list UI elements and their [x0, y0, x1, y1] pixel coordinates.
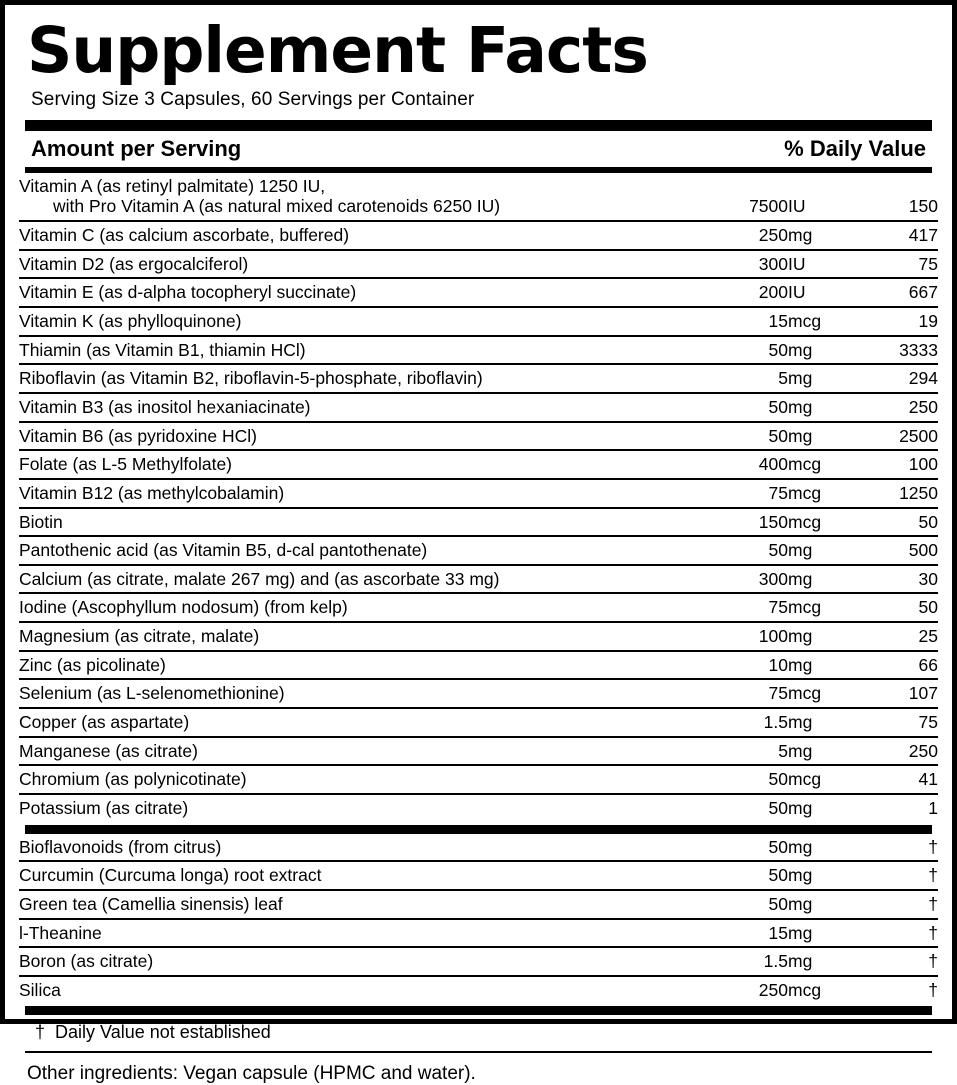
table-row [19, 508, 938, 537]
ingredient-unit: mcg [788, 979, 822, 1000]
amount-per-serving-header: Amount per Serving [31, 135, 242, 161]
ingredient-name: Bioflavonoids (from citrus) [19, 834, 696, 862]
ingredient-daily-value: 500 [842, 536, 938, 565]
ingredient-name: l-Theanine [19, 919, 696, 948]
table-row [19, 890, 938, 919]
ingredient-amount: 7500 [696, 173, 788, 221]
ingredient-unit: mg [788, 797, 813, 818]
ingredient-unit: mcg [788, 765, 842, 794]
ingredient-amount: 50 [696, 422, 788, 451]
ingredient-unit: mcg [788, 593, 842, 622]
ingredient-unit: mg [788, 890, 842, 919]
ingredient-amount: 50 [696, 393, 788, 422]
ingredient-unit: mg [788, 393, 842, 422]
footnote-text: Daily Value not established [55, 1022, 271, 1043]
table-row [19, 278, 938, 307]
ingredient-unit: mg [788, 221, 842, 250]
ingredient-daily-value: 50 [842, 508, 938, 537]
ingredient-amount: 75 [696, 479, 788, 508]
ingredient-daily-value: † [842, 834, 938, 862]
ingredient-name: Boron (as citrate) [19, 947, 696, 976]
ingredient-daily-value: 50 [842, 593, 938, 622]
ingredient-daily-value: 107 [842, 679, 938, 708]
ingredient-name: Manganese (as citrate) [19, 737, 696, 766]
ingredient-unit: mg [788, 708, 842, 737]
ingredient-unit: mg [788, 622, 842, 651]
ingredient-daily-value: 250 [842, 737, 938, 766]
table-row [19, 794, 938, 822]
table-row [19, 479, 938, 508]
ingredient-unit: mg [788, 336, 842, 365]
ingredient-name: Vitamin B12 (as methylcobalamin) [19, 479, 696, 508]
ingredient-name: Copper (as aspartate) [19, 708, 696, 737]
ingredient-daily-value: † [842, 919, 938, 948]
ingredient-unit: mcg [788, 679, 842, 708]
ingredient-daily-value: 30 [842, 565, 938, 594]
ingredient-amount: 15 [696, 919, 788, 948]
ingredient-amount: 250 [758, 979, 788, 1000]
ingredient-daily-value: 41 [842, 765, 938, 794]
ingredient-unit: mg [788, 536, 842, 565]
ingredient-name: Curcumin (Curcuma longa) root extract [19, 861, 696, 890]
table-row [19, 364, 938, 393]
ingredient-amount: 150 [696, 508, 788, 537]
table-row [19, 861, 938, 890]
ingredient-amount: 50 [696, 834, 788, 862]
divider-thick-middle [25, 825, 932, 834]
table-row [19, 919, 938, 948]
ingredient-unit: mcg [788, 508, 842, 537]
ingredient-amount: 50 [696, 890, 788, 919]
ingredient-name: Vitamin B3 (as inositol hexaniacinate) [19, 393, 696, 422]
table-row [19, 422, 938, 451]
page-title: Supplement Facts [27, 14, 648, 87]
ingredient-name: Vitamin K (as phylloquinone) [19, 307, 696, 336]
ingredient-name: Pantothenic acid (as Vitamin B5, d-cal pantothenate) [19, 536, 696, 565]
table-row [19, 834, 938, 862]
table-row [19, 593, 938, 622]
table-row [19, 536, 938, 565]
ingredient-amount: 1.5 [696, 708, 788, 737]
ingredient-amount: 250 [696, 221, 788, 250]
ingredient-daily-value: 100 [842, 450, 938, 479]
ingredient-name: Calcium (as citrate, malate 267 mg) and (as ascorbate 33 mg) [19, 565, 696, 594]
ingredient-name: Vitamin C (as calcium ascorbate, buffered) [19, 221, 696, 250]
ingredient-unit: mg [788, 861, 842, 890]
ingredient-daily-value: 150 [842, 173, 938, 221]
ingredient-name: Riboflavin (as Vitamin B2, riboflavin-5-phosphate, riboflavin) [19, 364, 696, 393]
ingredient-daily-value: 417 [842, 221, 938, 250]
ingredient-unit: mcg [788, 450, 842, 479]
ingredient-unit: mg [788, 422, 842, 451]
ingredient-daily-value: † [842, 861, 938, 890]
ingredient-unit: mg [788, 947, 842, 976]
ingredient-name: Thiamin (as Vitamin B1, thiamin HCl) [19, 336, 696, 365]
ingredient-name: Vitamin E (as d-alpha tocopheryl succinate) [19, 278, 696, 307]
daily-value-header: % Daily Value [784, 135, 926, 161]
table-row [19, 976, 938, 1004]
nutrients-table [19, 173, 938, 822]
ingredient-unit: mg [788, 364, 842, 393]
ingredient-daily-value: † [842, 947, 938, 976]
ingredient-amount: 10 [696, 651, 788, 680]
dagger-icon: † [35, 1022, 46, 1043]
ingredient-daily-value: 25 [842, 622, 938, 651]
ingredient-daily-value: 3333 [842, 336, 938, 365]
ingredient-amount: 50 [696, 861, 788, 890]
table-row [19, 450, 938, 479]
ingredient-unit: IU [788, 250, 842, 279]
table-header-row [19, 131, 938, 167]
ingredient-name: Selenium (as L-selenomethionine) [19, 679, 696, 708]
ingredient-amount: 50 [696, 336, 788, 365]
ingredient-amount: 15 [696, 307, 788, 336]
ingredient-daily-value: 1250 [842, 479, 938, 508]
ingredient-name: Vitamin D2 (as ergocalciferol) [19, 250, 696, 279]
table-row [19, 307, 938, 336]
table-row [19, 947, 938, 976]
table-row [19, 737, 938, 766]
ingredient-daily-value: 66 [842, 651, 938, 680]
botanicals-table [19, 834, 938, 1004]
ingredient-amount: 75 [696, 593, 788, 622]
serving-size-line: Serving Size 3 Capsules, 60 Servings per Container [31, 88, 475, 110]
ingredient-daily-value: 1 [928, 797, 938, 818]
table-row [19, 651, 938, 680]
ingredient-unit: mg [788, 651, 842, 680]
ingredient-subline: with Pro Vitamin A (as natural mixed carotenoids 6250 IU) [53, 196, 501, 217]
table-row [19, 173, 938, 221]
ingredient-unit: mcg [788, 479, 842, 508]
ingredient-amount: 300 [696, 250, 788, 279]
table-row [19, 393, 938, 422]
ingredient-unit: mg [788, 834, 842, 862]
ingredient-name: Folate (as L-5 Methylfolate) [19, 450, 696, 479]
divider-thick-top [25, 120, 932, 131]
ingredient-amount: 100 [696, 622, 788, 651]
table-row [19, 679, 938, 708]
ingredient-name: Zinc (as picolinate) [19, 651, 696, 680]
ingredient-name: Green tea (Camellia sinensis) leaf [19, 890, 696, 919]
divider-thick-bottom [25, 1006, 932, 1015]
ingredient-name: Iodine (Ascophyllum nodosum) (from kelp) [19, 593, 696, 622]
ingredient-daily-value: † [928, 979, 938, 1000]
other-ingredients: Other ingredients: Vegan capsule (HPMC and water). [27, 1063, 476, 1085]
table-row [19, 336, 938, 365]
ingredient-unit: mg [788, 919, 842, 948]
ingredient-amount: 5 [696, 364, 788, 393]
ingredient-name: Vitamin A (as retinyl palmitate) 1250 IU, with Pro Vitamin A (as natural mixed carotenoids 6250 IU) [19, 173, 696, 221]
ingredient-amount: 50 [768, 797, 788, 818]
ingredient-daily-value: 250 [842, 393, 938, 422]
ingredient-unit: mg [788, 737, 842, 766]
ingredient-amount: 1.5 [696, 947, 788, 976]
ingredient-daily-value: 75 [842, 708, 938, 737]
ingredient-daily-value: 667 [842, 278, 938, 307]
ingredient-daily-value: 75 [842, 250, 938, 279]
ingredient-amount: 75 [696, 679, 788, 708]
ingredient-unit: IU [788, 173, 842, 221]
ingredient-name: Magnesium (as citrate, malate) [19, 622, 696, 651]
ingredient-daily-value: † [842, 890, 938, 919]
ingredient-name: Silica [19, 979, 61, 1000]
ingredient-amount: 200 [696, 278, 788, 307]
ingredient-unit: mg [788, 565, 842, 594]
ingredient-amount: 5 [696, 737, 788, 766]
ingredient-amount: 300 [696, 565, 788, 594]
table-row [19, 565, 938, 594]
ingredient-amount: 50 [696, 765, 788, 794]
ingredient-amount: 400 [696, 450, 788, 479]
ingredient-daily-value: 2500 [842, 422, 938, 451]
ingredient-name: Chromium (as polynicotinate) [19, 765, 696, 794]
ingredient-daily-value: 19 [842, 307, 938, 336]
ingredient-name: Vitamin B6 (as pyridoxine HCl) [19, 422, 696, 451]
ingredient-name: Potassium (as citrate) [19, 797, 189, 818]
ingredient-unit: IU [788, 278, 842, 307]
ingredient-name: Biotin [19, 508, 696, 537]
table-row [19, 708, 938, 737]
ingredient-daily-value: 294 [842, 364, 938, 393]
table-row [19, 221, 938, 250]
table-row [19, 765, 938, 794]
table-row [19, 250, 938, 279]
ingredient-amount: 50 [696, 536, 788, 565]
table-row [19, 622, 938, 651]
ingredient-unit: mcg [788, 307, 842, 336]
footnote [19, 1015, 938, 1043]
